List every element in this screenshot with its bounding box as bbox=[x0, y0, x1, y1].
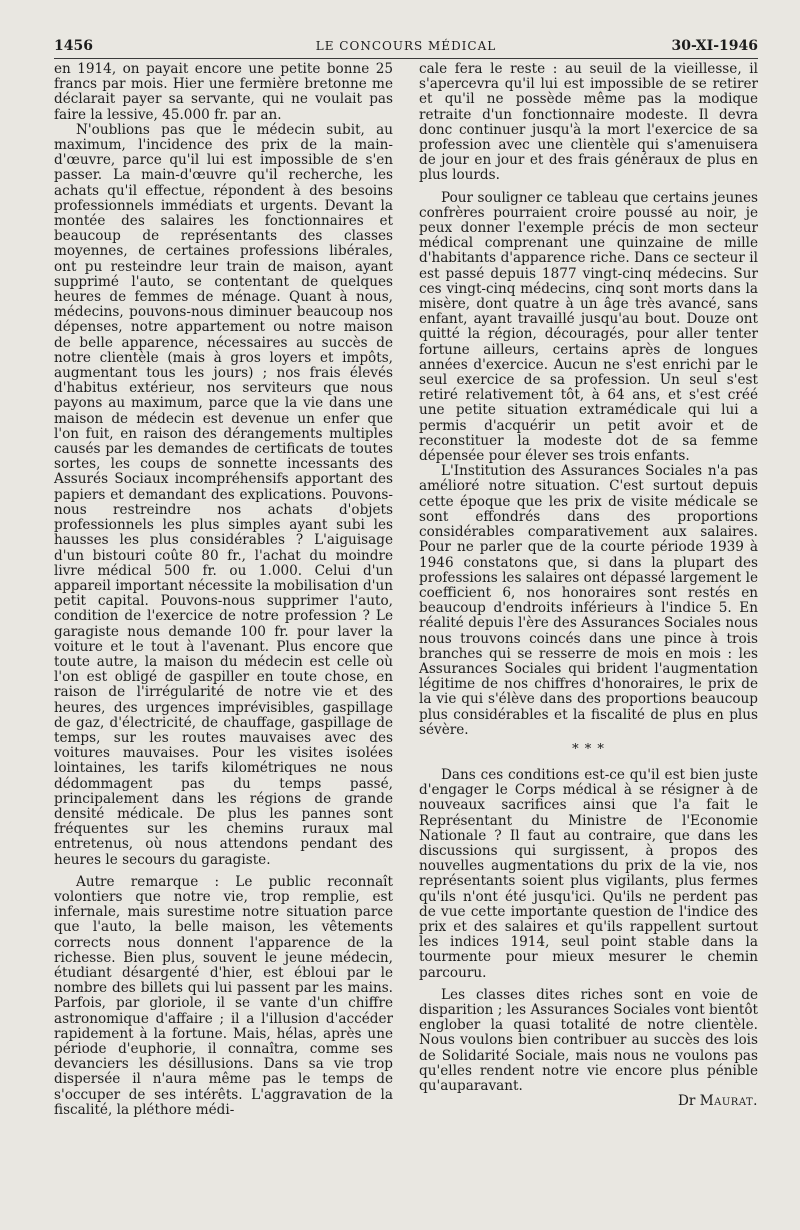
paragraph: cale fera le reste : au seuil de la vieillesse, il s'apercevra qu'il lui est impossible de se retirer et qu'il ne possède même pas la modique retraite d'un fonctionnaire modeste. Il devra donc continuer jusqu'à la mort l'exercice de sa profession avec une clientèle qui s'amenuisera de jour en jour et des frais généraux de plus en plus lourds. bbox=[419, 61, 758, 184]
issue-date: 30-XI-1946 bbox=[671, 38, 758, 54]
right-column bbox=[419, 62, 758, 1118]
author-signature bbox=[419, 1094, 758, 1109]
page-number: 1456 bbox=[54, 38, 93, 54]
section-separator: * * * bbox=[572, 741, 605, 757]
paragraph: Les classes dites riches sont en voie de disparition ; les Assurances Sociales vont bientôt englober la quasi totalité de notre clientèle. Nous voulons bien contribuer au succès des lois de Solidarité Sociale, mais nous ne voulons pas qu'elles rendent notre vie encore plus pénible qu'auparavant. bbox=[419, 986, 758, 1094]
signature-prefix: Dr bbox=[678, 1093, 696, 1110]
signature-name: Maurat. bbox=[699, 1093, 758, 1110]
paragraph: Pour souligner ce tableau que certains jeunes confrères pourraient croire poussé au noir, je peux donner l'exemple précis de mon secteur médical comprenant une quinzaine de mille d'habitants d'apparence riche. Dans ce secteur il est passé depuis 1877 vingt-cinq médecins. Sur ces vingt-cinq médecins, cinq sont morts dans la misère, dont quatre à un âge très avancé, sans enfant, ayant travaillé jusqu'au bout. Douze ont quitté la région, découragés, pour aller tenter fortune ailleurs, certains après de longues années d'exercice. Aucun ne s'est enrichi par le seul exercice de sa profession. Un seul s'est retiré relativement tôt, à 64 ans, et s'est créé une petite situation extramédicale qui lui a permis d'acquérir un petit avoir et de reconstituer la modeste dot de sa femme dépensée pour élever ses trois enfants. bbox=[419, 189, 758, 465]
paragraph: en 1914, on payait encore une petite bonne 25 francs par mois. Hier une fermière bretonne me déclarait payer sa servante, qui ne voulait pas faire la lessive, 45.000 fr. par an. bbox=[54, 61, 393, 123]
journal-title: LE CONCOURS MÉDICAL bbox=[315, 39, 497, 53]
paragraph: N'oublions pas que le médecin subit, au maximum, l'incidence des prix de la main-d'œuvre, parce qu'il lui est impossible de s'en passer. La main-d'œuvre qu'il recherche, les achats qu'il effectue, répondent à des besoins professionnels immédiats et urgents. Devant la montée des salaires les fonctionnaires et beaucoup de représentants des classes moyennes, de certaines professions libérales, ont pu resteindre leur train de maison, ayant supprimé l'auto, se contentant de quelques heures de femmes de ménage. Quant à nous, médecins, pouvons-nous diminuer beaucoup nos dépenses, notre appartement ou notre maison de belle apparence, nécessaires au succès de notre clientèle (mais à gros loyers et impôts, augmentant tous les jours) ; nos frais élevés d'habitus extérieur, nos serviteurs que nous payons au maximum, parce que la vie dans une maison de médecin est devenue un enfer que l'on fuit, en raison des dérangements multiples causés par les demandes de certificats de toutes sortes, les coups de sonnette incessants des Assurés Sociaux incompréhensifs apportant des papiers et demandant des explications. Pouvons-nous restreindre nos achats d'objets professionnels les plus simples ayant subi les hausses les plus considérables ? L'aiguisage d'un bistouri coûte 80 fr., l'achat du moindre livre médical 500 fr. ou 1.000. Celui d'un appareil important nécessite la mobilisation d'un petit capital. Pouvons-nous supprimer l'auto, condition de l'exercice de notre profession ? Le garagiste nous demande 100 fr. pour laver la voiture et le tout à l'avenant. Plus encore que toute autre, la maison du médecin est celle où l'on est obligé de gaspiller en toute chose, en raison de l'irrégularité de notre vie et des heures, des urgences imprévisibles, gaspillage de gaz, d'électricité, de chauffage, gaspillage de temps, sur les routes mauvaises avec des voitures mauvaises. Pour les visites isolées lointaines, les tarifs kilométriques ne nous dédommagent pas du temps passé, principalement dans les régions de grande densité médicale. De plus les pannes sont fréquentes sur les chemins ruraux mal entretenus, où nous attendons pendant des heures le secours du garagiste. bbox=[54, 121, 393, 868]
paragraph: Dans ces conditions est-ce qu'il est bien juste d'engager le Corps médical à se résigner à de nouveaux sacrifices ainsi que l'a fait le Représentant du Ministre de l'Economie Nationale ? Il faut au contraire, que dans les discussions qui surgissent, à propos des nouvelles augmentations du prix de la vie, nos représentants soient plus vigilants, plus fermes qu'ils n'ont été jusqu'ici. Qu'ils ne perdent pas de vue cette importante question de l'indice des prix et des salaires et qu'ils rappellent surtout les indices 1914, seul point stable dans la tourmente pour mieux mesurer le chemin parcouru. bbox=[419, 766, 758, 981]
left-column bbox=[54, 62, 393, 1118]
page-header bbox=[54, 36, 758, 59]
article-body bbox=[54, 62, 758, 1118]
paragraph: Autre remarque : Le public reconnaît volontiers que notre vie, trop remplie, est infernale, mais surestime notre situation parce que l'auto, la belle maison, les vêtements corrects nous donnent l'apparence de la richesse. Bien plus, souvent le jeune médecin, étudiant désargenté d'hier, est ébloui par le nombre des billets qui lui passent par les mains. Parfois, par gloriole, il se vante d'un chiffre astronomique d'affaire ; il a l'illusion d'accéder rapidement à la fortune. Mais, hélas, après une période d'euphorie, il connaîtra, comme ses devanciers les désillusions. Dans sa vie trop dispersée il n'aura même pas le temps de s'occuper de ses intérêts. L'aggravation de la fiscalité, la pléthore médi- bbox=[54, 873, 393, 1118]
paragraph: L'Institution des Assurances Sociales n'a pas amélioré notre situation. C'est surtout depuis cette époque que les prix de visite médicale se sont effondrés dans des proportions considérables comparativement aux salaires. Pour ne parler que de la courte période 1939 à 1946 constatons que, si dans la plupart des professions les salaires ont dépassé largement le coefficient 6, nos honoraires sont restés en beaucoup d'endroits inférieurs à l'indice 5. En réalité depuis l'ère des Assurances Sociales nous nous trouvons coincés dans une pince à trois branches qui se resserre de mois en mois : les Assurances Sociales qui brident l'augmentation légitime de nos chiffres d'honoraires, le prix de la vie qui s'élève dans des proportions beaucoup plus considérables et la fiscalité de plus en plus sévère. bbox=[419, 463, 758, 738]
